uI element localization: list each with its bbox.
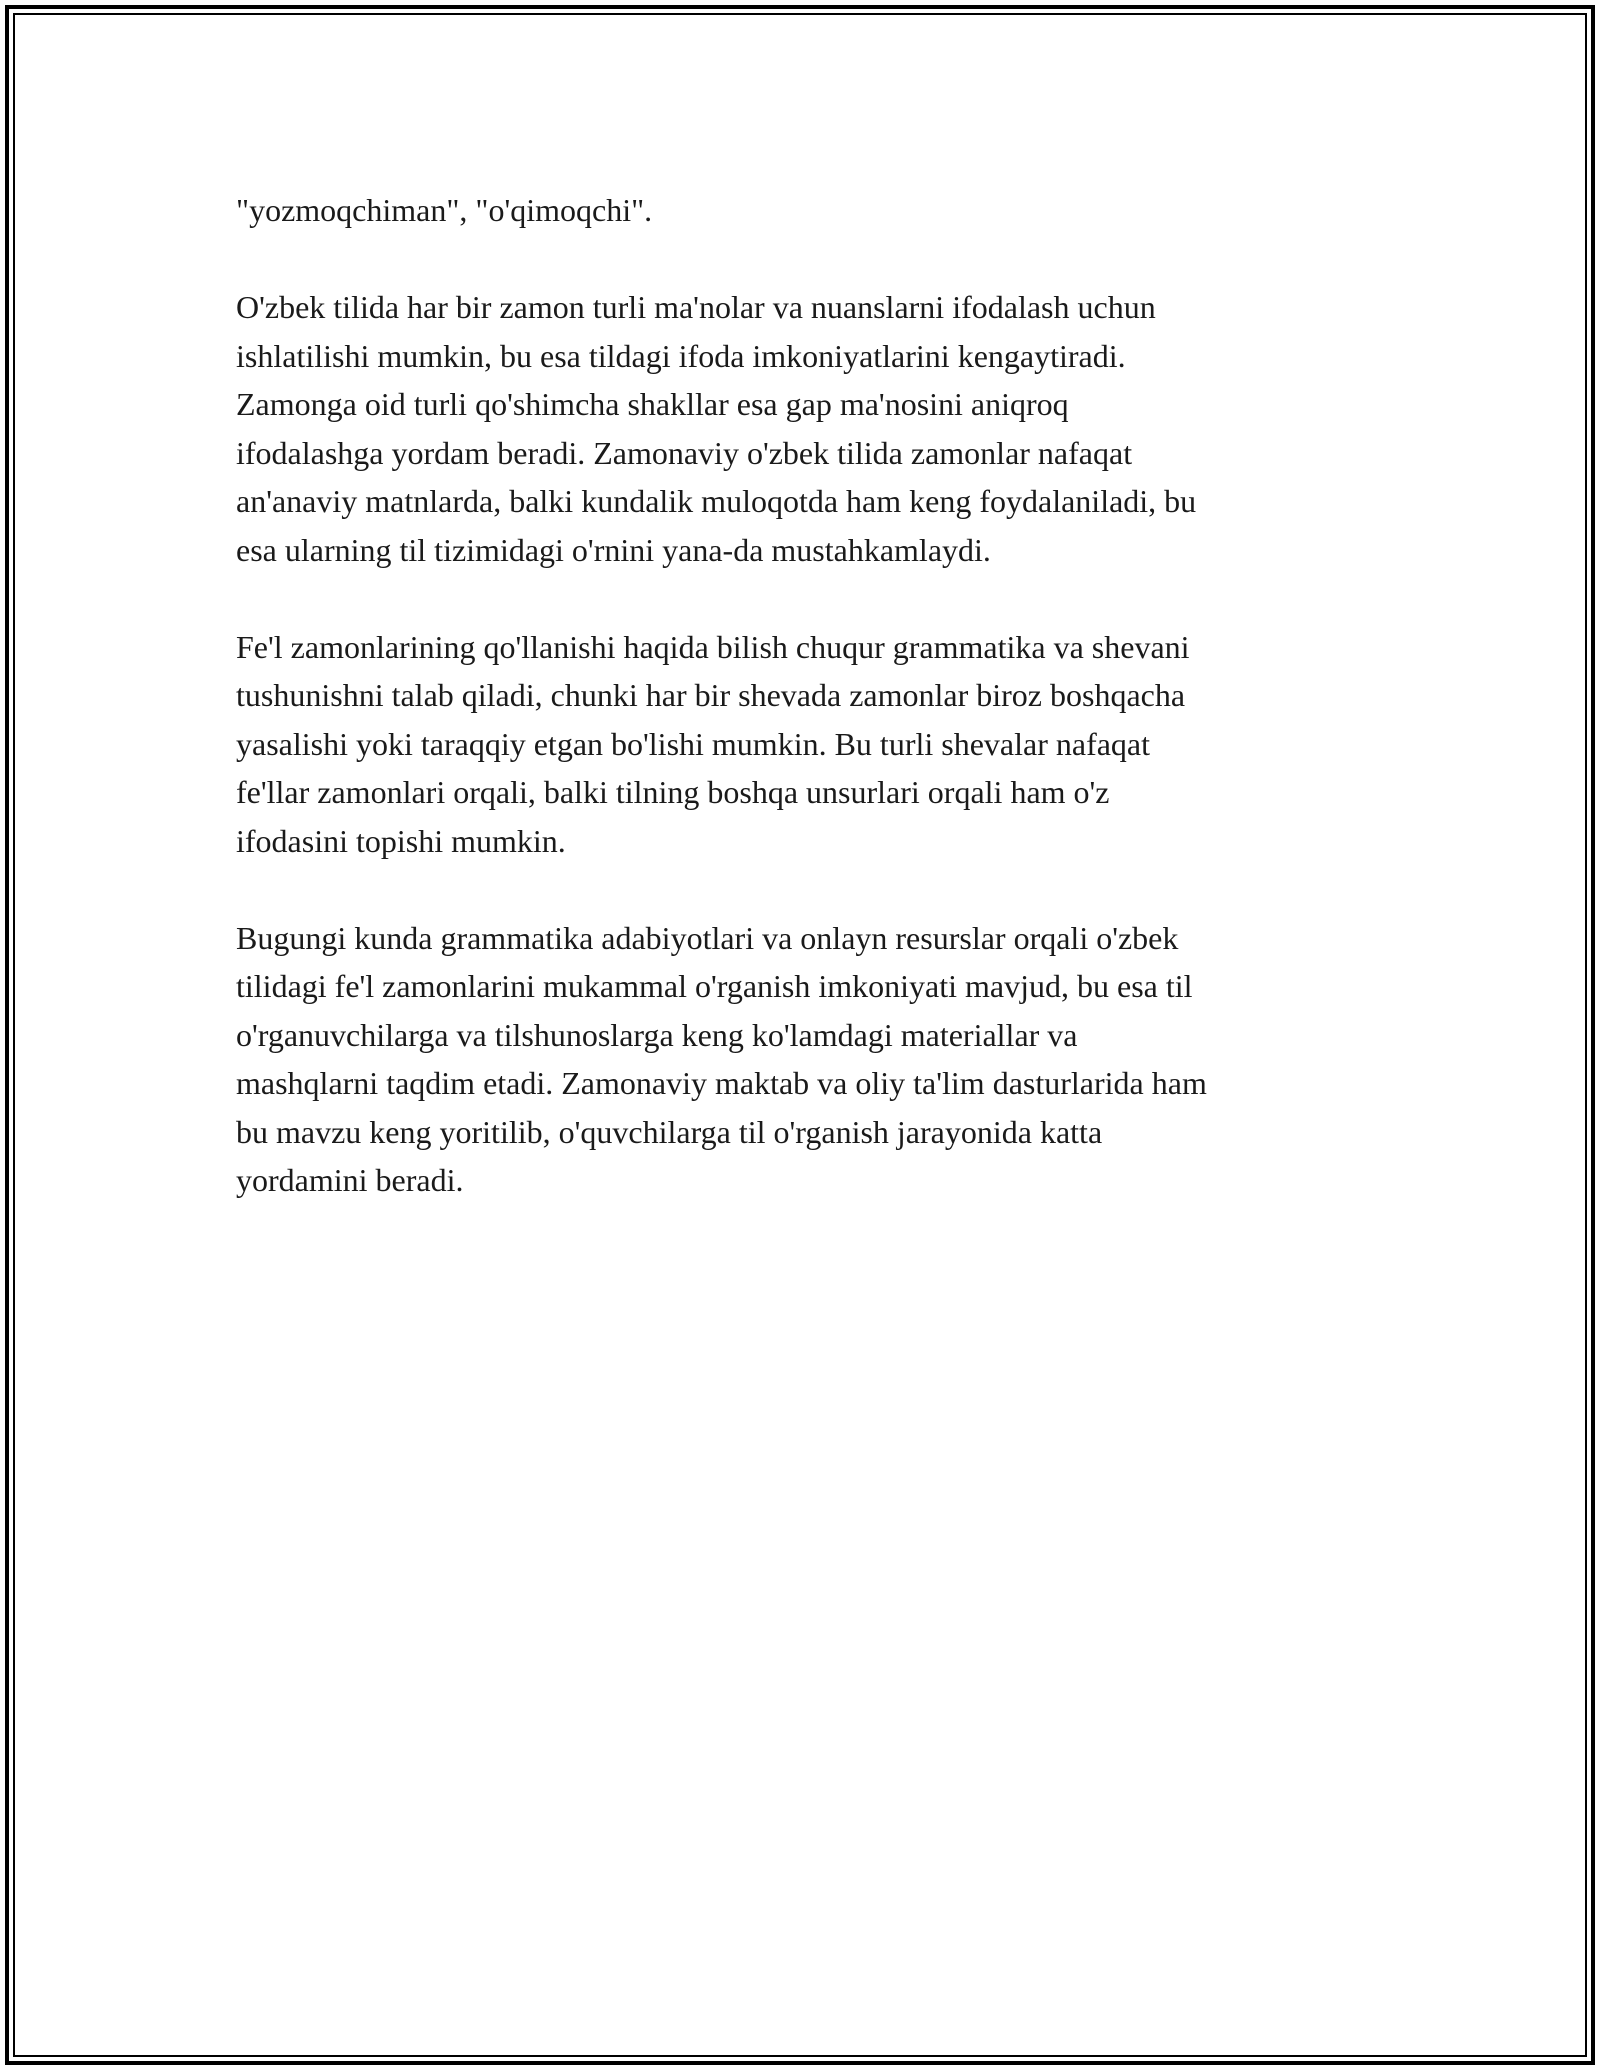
paragraph-4: Bugungi kunda grammatika adabiyotlari va onlayn resurslar orqali o'zbek tilidagi fe'l zamonlarini mukammal o'rganish imkoniyati mavjud, bu esa til o'rganuvchilarga va tilshunoslarga keng ko'lamdagi materiallar va mashqlarni taqdim etadi. Zamonaviy maktab va oliy ta'lim dasturlarida ham bu mavzu keng yoritilib, o'quvchilarga til o'rganish jarayonida katta yordamini beradi. <box>236 919 1207 1198</box>
document-body <box>236 186 1366 1253</box>
paragraph-2: O'zbek tilida har bir zamon turli ma'nolar va nuanslarni ifodalash uchun ishlatilishi mumkin, bu esa tildagi ifoda imkoniyatlarini kengaytiradi. Zamonga oid turli qo'shimcha shakllar esa gap ma'nosini aniqroq ifodalashga yordam beradi. Zamonaviy o'zbek tilida zamonlar nafaqat an'anaviy matnlarda, balki kundalik muloqotda ham keng foydalaniladi, bu esa ularning til tizimidagi o'rnini yana-da mustahkamlaydi. <box>236 289 1197 568</box>
paragraph-3: Fe'l zamonlarining qo'llanishi haqida bilish chuqur grammatika va shevani tushunishni talab qiladi, chunki har bir shevada zamonlar biroz boshqacha yasalishi yoki taraqqiy etgan bo'lishi mumkin. Bu turli shevalar nafaqat fe'llar zamonlari orqali, balki tilning boshqa unsurlari orqali ham o'z ifodasini topishi mumkin. <box>236 628 1190 859</box>
paragraph-1: "yozmoqchiman", "o'qimoqchi". <box>236 192 653 228</box>
